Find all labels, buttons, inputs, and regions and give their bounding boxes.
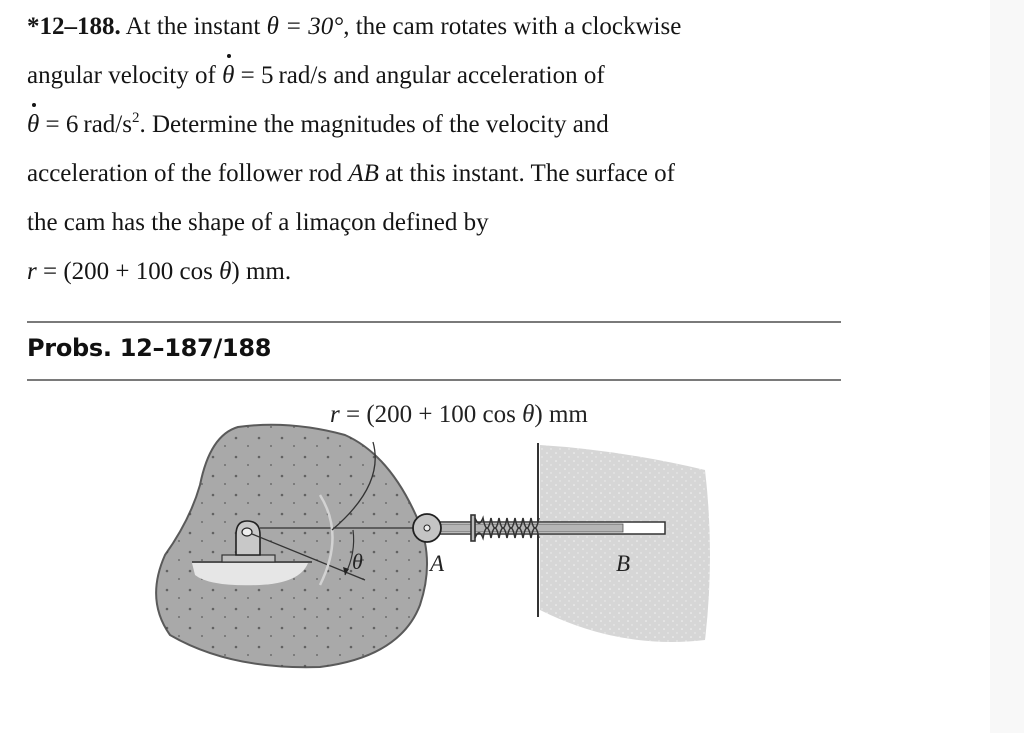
text: ) mm. [231, 258, 292, 285]
angular-velocity-value: = 5 rad/s [234, 62, 328, 89]
text: at this instant. The surface of [378, 160, 675, 187]
rod-label: AB [348, 160, 379, 187]
problem-statement [27, 2, 857, 296]
r-symbol: r [27, 258, 37, 285]
text: and angular acceleration of [327, 62, 605, 89]
theta-dot-symbol: θ [222, 51, 234, 100]
problem-number: *12–188. [27, 13, 121, 40]
text: the cam has the shape of a limaçon defined by [27, 209, 489, 236]
wall-block [538, 443, 710, 642]
text: = (200 + 100 cos [339, 401, 523, 428]
figure-caption: Probs. 12–187/188 [27, 334, 272, 362]
text: At the instant [120, 13, 267, 40]
problem-line-3 [27, 100, 857, 149]
superscript: 2 [131, 110, 140, 126]
limacon-equation: = (200 + 100 cos [36, 258, 220, 285]
text: , the cam rotates with a clockwise [343, 13, 682, 40]
text: ) mm [534, 401, 588, 428]
limacon-equation-label [330, 401, 588, 429]
theta-equation: θ = 30° [266, 13, 344, 40]
cam-diagram [140, 395, 740, 685]
theta-symbol: θ [522, 401, 535, 428]
problem-line-5 [27, 198, 857, 247]
theta-symbol: θ [219, 258, 232, 285]
problem-line-2 [27, 51, 857, 100]
cam-body [156, 425, 427, 667]
point-a-label: A [430, 551, 445, 576]
text: acceleration of the follower rod [27, 160, 349, 187]
theta-angle-label: θ [352, 549, 363, 574]
text: . Determine the magnitudes of the velocity and [139, 111, 609, 138]
angular-acceleration-value: = 6 rad/s [39, 111, 132, 138]
problem-line-4 [27, 149, 857, 198]
point-b-label: B [616, 551, 631, 576]
text: angular velocity of [27, 62, 223, 89]
right-margin-strip [990, 0, 1024, 733]
divider-top [27, 321, 841, 323]
theta-dot-symbol: θ [27, 100, 39, 149]
cam-follower-figure [140, 395, 740, 685]
problem-line-1 [27, 2, 857, 51]
r-symbol: r [330, 401, 340, 428]
problem-line-6 [27, 247, 857, 296]
divider-bottom [27, 379, 841, 381]
